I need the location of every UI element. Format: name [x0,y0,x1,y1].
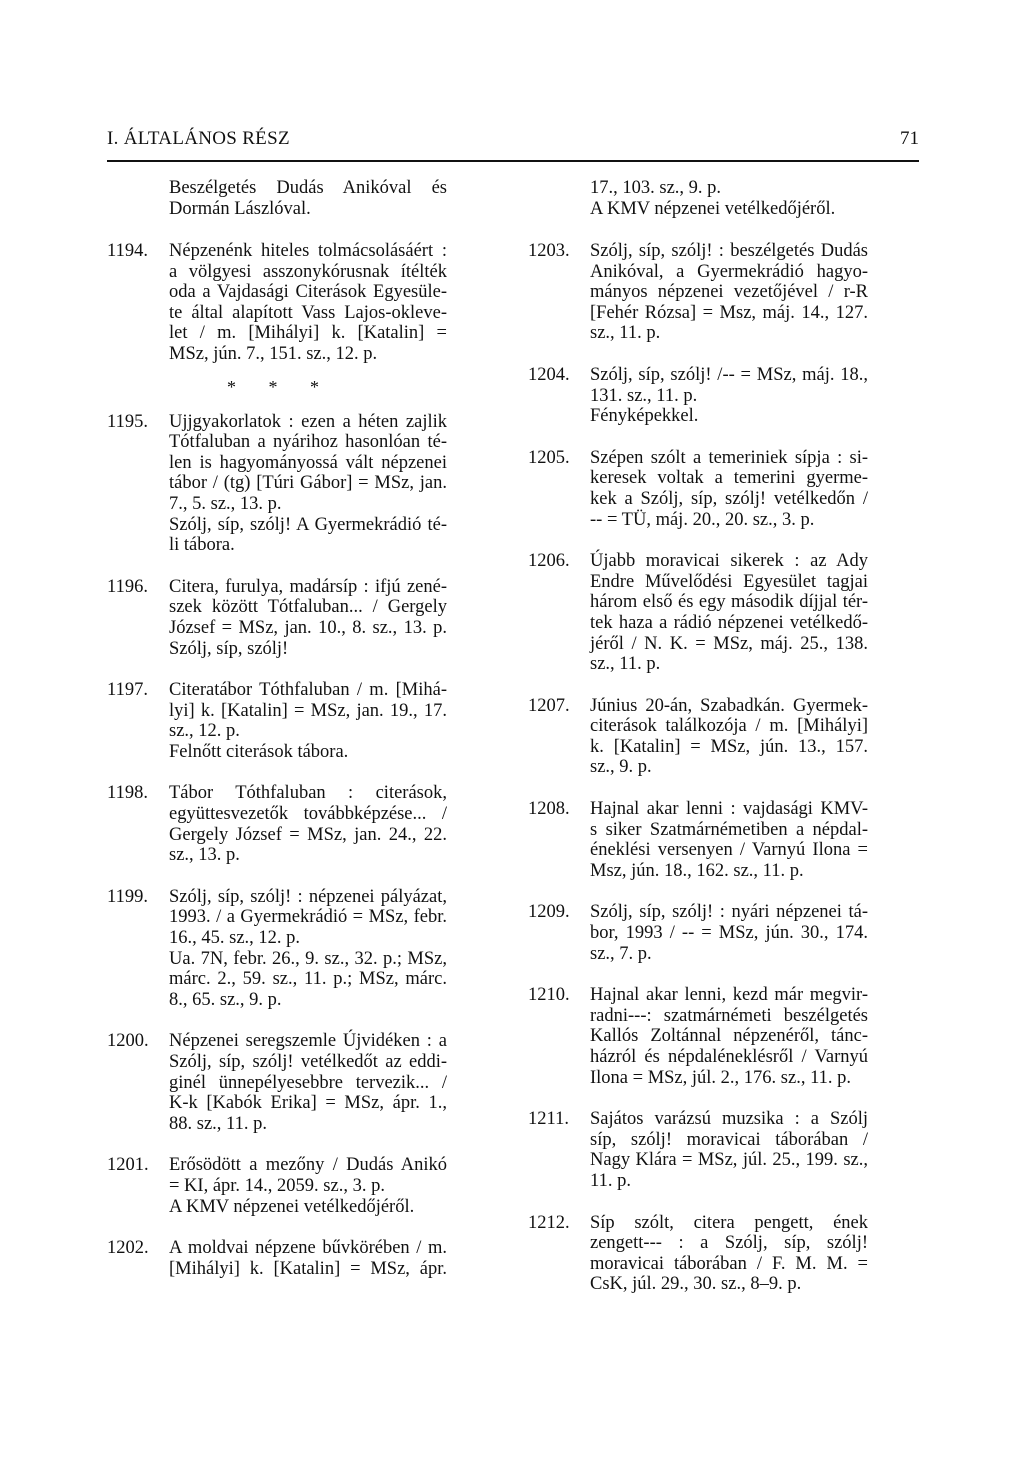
entry-line: -- = TÜ, máj. 20., 20. sz., 3. p. [590,509,815,530]
bibliography-entry [528,241,868,344]
entry-number: 1201. [107,1155,149,1176]
entry-line: 8., 65. sz., 9. p. [169,989,282,1010]
entry-line: Szépen szólt a temeriniek sípja : si- [590,447,868,468]
entry-line: te által alapított Vass Lajos-okleve- [169,302,447,323]
entry-number: 1200. [107,1031,149,1052]
entry-line: [Fehér Rózsa] = Msz, máj. 14., 127. [590,302,868,323]
header-rule [107,160,919,162]
entry-line: Tótfaluban a nyárihoz hasonlóan té- [169,432,447,453]
entry-line: moravicai táborában / F. M. M. = [590,1253,868,1274]
entry-line: Citeratábor Tóthfaluban / m. [Mihá- [169,680,447,701]
bibliography-entry [528,902,868,964]
entry-line: Citera, furulya, madársíp : ifjú zené- [169,576,447,597]
bibliography-entry [107,241,447,365]
entry-line: Nagy Klára = MSz, júl. 25., 199. sz., [590,1150,868,1171]
entry-line: A moldvai népzene bűvkörében / m. [169,1238,447,1259]
entry-line: s siker Szatmárnémetiben a népdal- [590,819,868,840]
entry-line: Síp szólt, citera pengett, ének [590,1212,868,1233]
entry-line: Endre Művelődési Egyesület tagjai [590,571,868,592]
entry-line: Dormán Lászlóval. [169,198,311,219]
entry-number: 1212. [528,1212,570,1233]
entry-line: Ua. 7N, febr. 26., 9. sz., 32. p.; MSz, [169,948,447,969]
running-header [107,128,919,158]
right-column [528,178,868,1295]
entry-line: MSz, jún. 7., 151. sz., 12. p. [169,343,378,364]
bibliography-entry [528,696,868,778]
entry-line: citerások találkozója / m. [Mihályi] [590,716,868,737]
entry-line: éneklési versenyen / Varnyú Ilona = [590,840,868,861]
entry-line: A KMV népzenei vetélkedőjéről. [590,198,836,219]
entry-line: Hajnal akar lenni : vajdasági KMV- [590,799,868,820]
entry-line: sz., 11. p. [590,323,661,344]
entry-line: sz., 11. p. [590,654,661,675]
entry-line: Szólj, síp, szólj! : beszélgetés Dudás [590,241,868,261]
entry-line: mányos népzenei vezetőjével / r-R [590,282,868,303]
entry-number: 1209. [528,902,570,923]
entry-number: 1208. [528,799,570,820]
entry-line: együttesvezetők továbbképzése... / [169,804,447,825]
entry-line: CsK, júl. 29., 30. sz., 8–9. p. [590,1274,802,1295]
bibliography-entry [528,1109,868,1191]
entry-line: tábor / (tg) [Túri Gábor] = MSz, jan. [169,473,447,494]
bibliography-entry [528,985,868,1088]
entry-number: 1195. [107,411,148,432]
entry-line: [Mihályi] k. [Katalin] = MSz, ápr. [169,1258,447,1279]
entry-line: Újabb moravicai sikerek : az Ady [590,551,868,572]
entry-number: 1205. [528,447,570,468]
entry-line: Ilona = MSz, júl. 2., 176. sz., 11. p. [590,1067,852,1088]
entry-line: Gergely József = MSz, jan. 24., 22. [169,824,447,845]
entry-line: zengett--- : a Szólj, síp, szólj! [590,1233,868,1254]
entry-line: ginél ünnepélyesebbre tervezik... / [169,1072,447,1093]
entry-line: k. [Katalin] = MSz, jún. 13., 157. [590,736,868,757]
entry-line: bor, 1993 / -- = MSz, jún. 30., 174. [590,923,868,944]
entry-line: Tábor Tóthfaluban : citerások, [169,783,447,804]
entry-line: 16., 45. sz., 12. p. [169,928,301,949]
entry-number: 1197. [107,680,148,701]
entry-number: 1198. [107,783,148,804]
entry-line: lyi] k. [Katalin] = MSz, jan. 19., 17. [169,700,447,721]
left-column [107,178,447,1279]
entry-line: 131. sz., 11. p. [590,385,698,406]
entry-line: Msz, jún. 18., 162. sz., 11. p. [590,860,804,881]
entry-line: sz., 12. p. [169,721,240,742]
entry-line: oda a Vajdasági Citerások Egyesüle- [169,282,447,303]
entry-number: 1194. [107,241,148,261]
entry-line: Erősödött a mezőny / Dudás Anikó [169,1155,447,1176]
entry-line: jéről / N. K. = MSz, máj. 25., 138. [590,633,868,654]
entry-line: = KI, ápr. 14., 2059. sz., 3. p. [169,1175,385,1196]
entry-line: 17., 103. sz., 9. p. [590,178,722,198]
entry-line: Anikóval, a Gyermekrádió hagyo- [590,261,868,282]
bibliography-entry [107,1031,447,1134]
bibliography-entry [528,551,868,675]
entry-line: József = MSz, jan. 10., 8. sz., 13. p. [169,617,447,638]
entry-line: Fényképekkel. [590,406,699,427]
entry-line: Szólj, síp, szólj! A Gyermekrádió té- [169,514,447,535]
entry-line: Népzenei seregszemle Újvidéken : a [169,1031,447,1052]
entry-line: radni---: szatmárnémeti beszélgetés [590,1005,868,1026]
entry-line: Sajátos varázsú muzsika : a Szólj [590,1109,868,1130]
entry-line: házról és népdaléneklésről / Varnyú [590,1047,868,1067]
entry-line: Népzenénk hiteles tolmácsolásáért : [169,241,447,261]
entry-number: 1204. [528,364,570,385]
bibliography-entry [107,412,447,556]
section-title: I. ÁLTALÁNOS RÉSZ [107,128,290,149]
bibliography-entry [107,577,447,659]
entry-line: sz., 9. p. [590,757,652,778]
entry-line: let / m. [Mihályi] k. [Katalin] = [169,323,447,344]
entry-line: Szólj, síp, szólj! /-- = MSz, máj. 18., [590,364,868,385]
section-stars: * * * [227,376,333,397]
entry-line: Hajnal akar lenni, kezd már megvir- [590,985,868,1006]
bibliography-entry [107,1155,447,1217]
entry-number: 1202. [107,1238,149,1259]
entry-line: a völgyesi asszonykórusnak ítélték [169,261,447,282]
entry-number: 1210. [528,985,570,1006]
intro-continuation [107,178,447,241]
page-number: 71 [900,128,919,149]
bibliography-entry [528,1213,868,1295]
entry-line: Ujjgyakorlatok : ezen a héten zajlik [169,411,447,432]
entry-number: 1207. [528,695,570,716]
entry-line: Június 20-án, Szabadkán. Gyermek- [590,695,868,716]
entry-line: szek között Tótfaluban... / Gergely [169,597,447,618]
entry-line: Kallós Zoltánnal népzenéről, tánc- [590,1026,868,1047]
entry-line: síp, szólj! moravicai táborában / [590,1129,868,1150]
bibliography-entry [107,1238,447,1279]
entry-line: Szólj, síp, szólj! [169,638,289,659]
entry-number: 1206. [528,551,570,572]
entry-line: Felnőtt citerások tábora. [169,741,349,762]
entry-line: sz., 13. p. [169,845,240,866]
entry-number: 1199. [107,886,148,907]
entry-line: Beszélgetés Dudás Anikóval és [169,178,447,198]
entry-line: Szólj, síp, szólj! : népzenei pályázat, [169,886,447,907]
intro-continuation [528,178,868,241]
entry-line: keresek voltak a temerini gyerme- [590,468,868,489]
bibliography-entry [107,680,447,762]
entry-line: tek haza a rádió népzenei vetélkedő- [590,612,868,633]
bibliography-entry [107,783,447,865]
entry-line: Szólj, síp, szólj! : nyári népzenei tá- [590,902,868,923]
entry-line: len is hagyományossá vált népzenei [169,452,447,473]
bibliography-entry [528,799,868,881]
entry-line: három első és egy második díjjal tér- [590,592,868,613]
entry-number: 1203. [528,241,570,261]
entry-number: 1196. [107,576,148,597]
entry-line: kek a Szólj, síp, szólj! vetélkedőn / [590,488,868,509]
entry-line: Szólj, síp, szólj! vetélkedőt az eddi- [169,1052,447,1072]
entry-line: 1993. / a Gyermekrádió = MSz, febr. [169,907,447,928]
entry-line: márc. 2., 59. sz., 11. p.; MSz, márc. [169,969,447,990]
bibliography-entry [528,365,868,427]
entry-number: 1211. [528,1109,569,1130]
entry-line: K-k [Kabók Erika] = MSz, ápr. 1., [169,1093,447,1114]
entry-line: A KMV népzenei vetélkedőjéről. [169,1196,415,1217]
entry-line: 11. p. [590,1170,631,1191]
entry-line: 7., 5. sz., 13. p. [169,493,282,514]
entry-line: li tábora. [169,535,235,556]
bibliography-entry [107,887,447,1011]
bibliography-entry [528,448,868,530]
entry-line: sz., 7. p. [590,943,652,964]
entry-line: 88. sz., 11. p. [169,1113,267,1134]
